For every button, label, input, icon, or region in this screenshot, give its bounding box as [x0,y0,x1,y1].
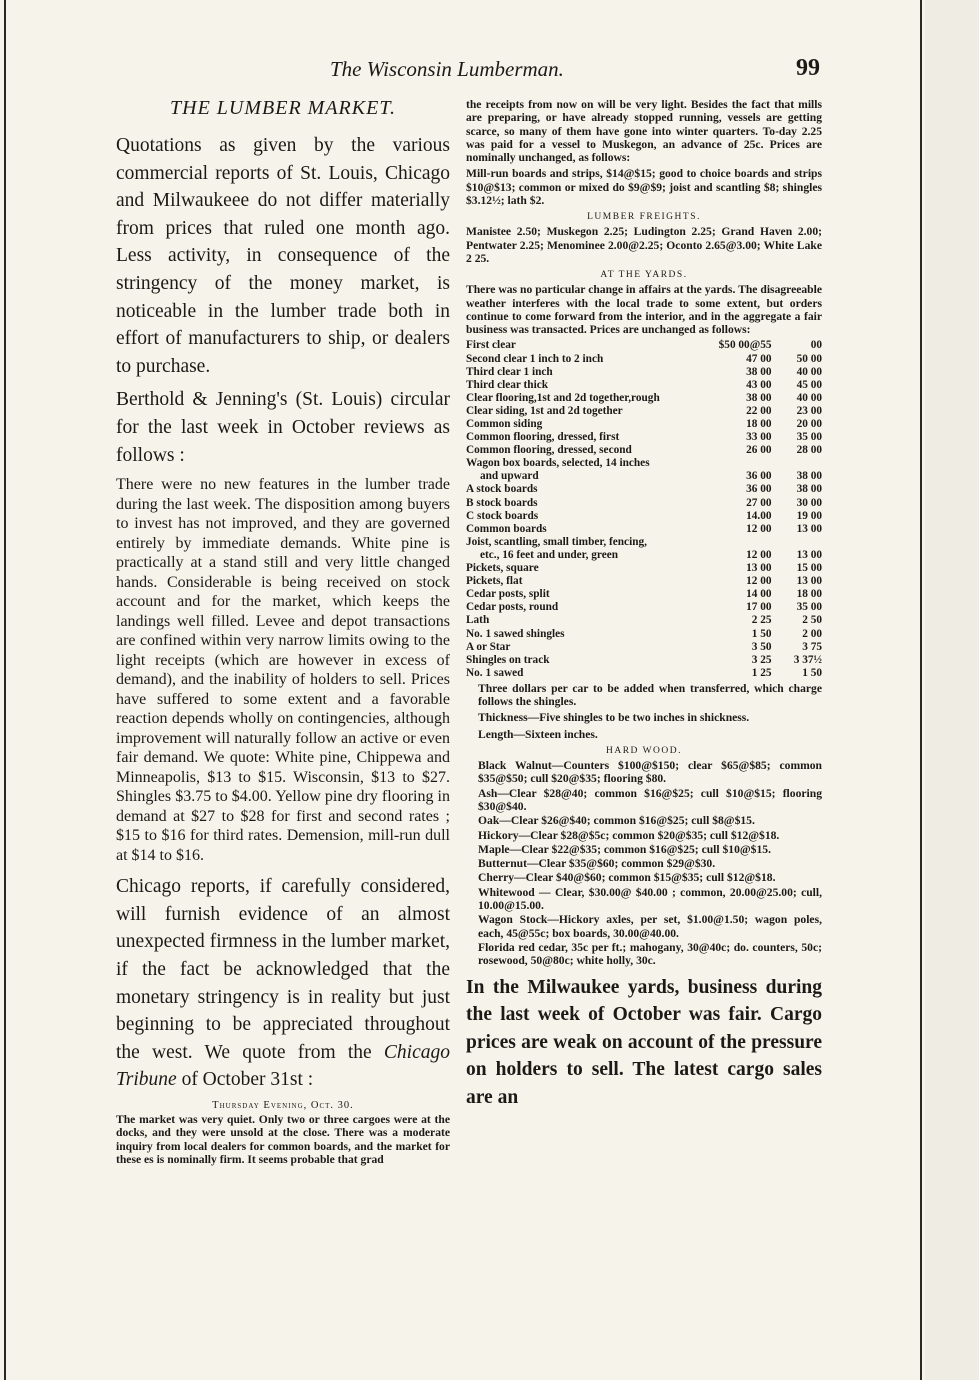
price-high: 23 00 [796,404,822,417]
price-item: and upward [480,470,539,483]
price-high: 35 00 [796,601,822,614]
price-low: 3 50 [751,640,772,653]
hardwood-entry: Cherry—Clear $40@$60; common $15@$35; cull $12@$18. [478,871,776,885]
price-low: 38 00 [746,391,772,404]
price-row [466,654,822,667]
price-high: 40 00 [796,391,822,404]
price-item: Cedar posts, split [466,588,550,601]
tribune-report: The market was very quiet. Only two or three cargoes were at the docks, and they were unsold at the close. There was a moderate inquiry from local dealers for common boards, and the market for these es is nominally firm. It seems probable that grad [116,1112,450,1167]
price-row [466,418,822,431]
yards-heading: AT THE YARDS. [600,270,688,281]
price-row [466,523,822,536]
price-high: 3 75 [802,640,822,653]
page-margin-band [925,0,979,1380]
hardwood-heading: HARD WOOD. [605,746,683,757]
milwaukee-paragraph: In the Milwaukee yards, business during the last week of October was fair. Cargo prices are weak on account of the pressure on holders to sell. The latest cargo sales are an [466,976,822,1108]
price-row [466,405,822,418]
price-item: Common flooring, dressed, second [466,444,632,457]
price-high: 00 [810,339,822,352]
price-row [466,641,822,654]
price-low: 12 00 [746,522,772,535]
price-low: 2 25 [751,614,772,627]
berthold-quote: There were no new features in the lumber trade during the last week. The disposition among buyers to invest has not improved, and they are governed entirely by immediate demands. White pine is practically at a stand still and very little changed hands. Considerable is being received on stock account and for the market, which keeps the landings well filled. Levee and depot transactions are confined within very narrow limits owing to the light receipts (which are however in excess of demand), and the inability of holders to sell. Prices have suffered to some extent and a favorable reaction depends wholly on contingencies, although improvement will naturally follow an active or even fair demand. We quote: White pine, Chippewa and Minneapolis, $13 to $15. Wisconsin, $13 to $27. Shingles $3.75 to $4.00. Yellow pine dry flooring in demand at $27 to $28 for first and second rates ; $15 to $16 for third rates. Demension, mill-run dull at $14 to $16. [116,476,450,864]
price-high: 19 00 [796,509,822,522]
page-number: 99 [796,55,820,81]
price-high: 2 00 [802,627,822,640]
thickness-note: Thickness—Five shingles to be two inches in shickness. [478,711,750,725]
price-low: 22 00 [746,404,772,417]
price-high: 13 00 [796,575,822,588]
price-low: 14 00 [746,588,772,601]
price-item: A or Star [466,640,511,653]
price-row [466,614,822,627]
price-low: 3 25 [751,653,772,666]
price-low: $50 00@55 [718,339,772,352]
continuation-paragraph: the receipts from now on will be very light. Besides the fact that mills are preparing, or have already stopped running, vessels are getting scarce, so many of them have gone into winter quarters. To-day 2.25 was paid for a vessel to Muskegon, an advance of 25c. Prices are nominally unchanged, as follows: [466,98,822,165]
price-item: Common siding [466,418,543,431]
left-column [116,96,450,1167]
price-row [466,510,822,523]
price-low: 47 00 [746,352,772,365]
price-item: First clear [466,339,516,352]
price-row [466,628,822,641]
price-low: 26 00 [746,444,772,457]
price-item: B stock boards [466,496,538,509]
hardwood-entry: Ash—Clear $28@40; common $16@$25; cull $10@$15; flooring $30@$40. [478,786,822,813]
price-item: Common flooring, dressed, first [466,431,620,444]
price-row [466,588,822,601]
price-high: 40 00 [796,365,822,378]
hardwood-entry: Whitewood — Clear, $30.00@ $40.00 ; common, 20.00@25.00; cull, 10.00@15.00. [478,885,822,913]
chicago-intro-date: of October 31st : [181,1069,314,1091]
hardwood-entry: Wagon Stock—Hickory axles, per set, $1.00@1.50; wagon poles, each, 45@55c; box boards, 30.00@40.00. [478,913,822,940]
transfer-note: Three dollars per car to be added when transferred, which charge follows the shingles. [478,681,822,709]
section-heading: THE LUMBER MARKET. [170,97,396,119]
price-low: 38 00 [746,365,772,378]
price-low: 36 00 [746,470,772,483]
price-low: 1 50 [751,627,772,640]
price-row [466,431,822,444]
price-low: 27 00 [746,496,772,509]
price-item: Lath [466,614,490,627]
yards-paragraph: There was no particular change in affairs at the yards. The disagreeable weather interferes with the local trade to some extent, but orders continue to come forward from the interior, and in the aggregate a fair business was transacted. Prices are unchanged as follows: [466,283,822,337]
left-edge-rule [4,0,6,1380]
price-low: 14.00 [746,509,772,522]
price-row [466,549,822,562]
price-row [466,339,822,352]
price-row [466,366,822,379]
price-item: Pickets, flat [466,575,523,588]
chicago-tribune-title: Chicago Tribune [116,1041,451,1091]
price-high: 2 50 [802,614,822,627]
price-low: 43 00 [746,378,772,391]
price-high: 28 00 [796,444,822,457]
price-low: 33 00 [746,431,772,444]
price-item: Third clear thick [466,378,549,391]
price-low: 1 25 [751,666,772,679]
price-high: 30 00 [796,496,822,509]
price-high: 45 00 [796,378,822,391]
price-low: 17 00 [746,601,772,614]
tribune-dateline: Thursday Evening, Oct. 30. [212,1099,354,1111]
price-item: Wagon box boards, selected, 14 inches [466,457,650,470]
hardwood-list [466,759,822,967]
intro-paragraph: Quotations as given by the various commercial reports of St. Louis, Chicago and Milwaukeee do not differ materially from prices that ruled one month ago. Less activity, in consequence of the stringency of the money market, is noticeable in the lumber trade both in effort of manufacturers to ship, or dealers to purchase. [116,135,450,377]
price-row [466,457,822,470]
mill-run-prices: Mill-run boards and strips, $14@$15; good to choice boards and strips $10@$13; common or mixed do $9@$9; joist and scantling $8; shingles $3.12½; lath $2. [466,167,822,208]
running-title: The Wisconsin Lumberman. [330,57,564,81]
price-item: Third clear 1 inch [466,365,553,378]
price-item: C stock boards [466,509,539,522]
length-note: Length—Sixteen inches. [478,727,598,741]
price-low: 36 00 [746,483,772,496]
price-row [466,575,822,588]
berthold-intro: Berthold & Jenning's (St. Louis) circular for the last week in October reviews as follows : [116,389,450,466]
price-high: 20 00 [796,418,822,431]
price-row [466,601,822,614]
price-high: 50 00 [796,352,822,365]
chicago-intro-text: Chicago reports, if carefully considered, will furnish evidence of an almost unexpected firmness in the lumber market, if the fact be acknowledged that the monetary stringency is in reality but just beginning to be appreciated throughout the west. We quote from the [116,876,450,1063]
price-item: No. 1 sawed [466,666,524,679]
price-row [466,444,822,457]
price-high: 38 00 [796,483,822,496]
price-high: 13 00 [796,548,822,561]
hardwood-entry: Hickory—Clear $28@$5c; common $20@$35; cull $12@$18. [478,828,780,842]
price-item: Clear flooring,1st and 2d together,rough [466,391,660,404]
price-row [466,562,822,575]
price-low: 12 00 [746,548,772,561]
right-column [466,98,822,1111]
hardwood-entry: Oak—Clear $26@$40; common $16@$25; cull $8@$15. [478,814,755,828]
price-item: Pickets, square [466,562,539,575]
price-item: No. 1 sawed shingles [466,627,565,640]
right-edge-rule [920,0,922,1380]
freights-list: Manistee 2.50; Muskegon 2.25; Ludington 2.25; Grand Haven 2.00; Pentwater 2.25; Menominee 2.00@2.25; Oconto 2.65@3.00; White Lake 2 25. [466,225,822,265]
price-high: 15 00 [796,562,822,575]
price-row [466,497,822,510]
price-row [466,483,822,496]
price-high: 38 00 [796,470,822,483]
price-low: 13 00 [746,562,772,575]
price-row [466,392,822,405]
price-item: Common boards [466,522,547,535]
chicago-intro [116,873,450,1094]
price-item: etc., 16 feet and under, green [480,548,619,561]
freights-heading: LUMBER FREIGHTS. [587,212,701,223]
price-row [466,470,822,483]
hardwood-entry: Maple—Clear $22@$35; common $16@$25; cull $10@$15. [478,842,771,856]
hardwood-entry: Florida red cedar, 35c per ft.; mahogany, 30@40c; do. counters, 50c; rosewood, 50@80c; white holly, 30c. [478,940,822,968]
price-item: Joist, scantling, small timber, fencing, [466,535,647,548]
price-item: Shingles on track [466,653,550,666]
price-row [466,667,822,680]
price-item: Cedar posts, round [466,601,559,614]
price-high: 1 50 [802,666,822,679]
price-row [466,536,822,549]
price-item: Second clear 1 inch to 2 inch [466,352,604,365]
price-high: 35 00 [796,431,822,444]
price-row [466,379,822,392]
price-table [466,339,822,679]
hardwood-entry: Black Walnut—Counters $100@$150; clear $65@$85; common $35@$50; cull $20@$35; flooring $80. [478,759,822,786]
price-low: 12 00 [746,575,772,588]
price-low: 18 00 [746,418,772,431]
page-header [0,55,925,85]
price-high: 18 00 [796,588,822,601]
price-high: 13 00 [796,522,822,535]
price-row [466,353,822,366]
price-item: Clear siding, 1st and 2d together [466,404,623,417]
price-high: 3 37½ [793,653,822,666]
price-item: A stock boards [466,483,538,496]
hardwood-entry: Butternut—Clear $35@$60; common $29@$30. [478,857,716,871]
